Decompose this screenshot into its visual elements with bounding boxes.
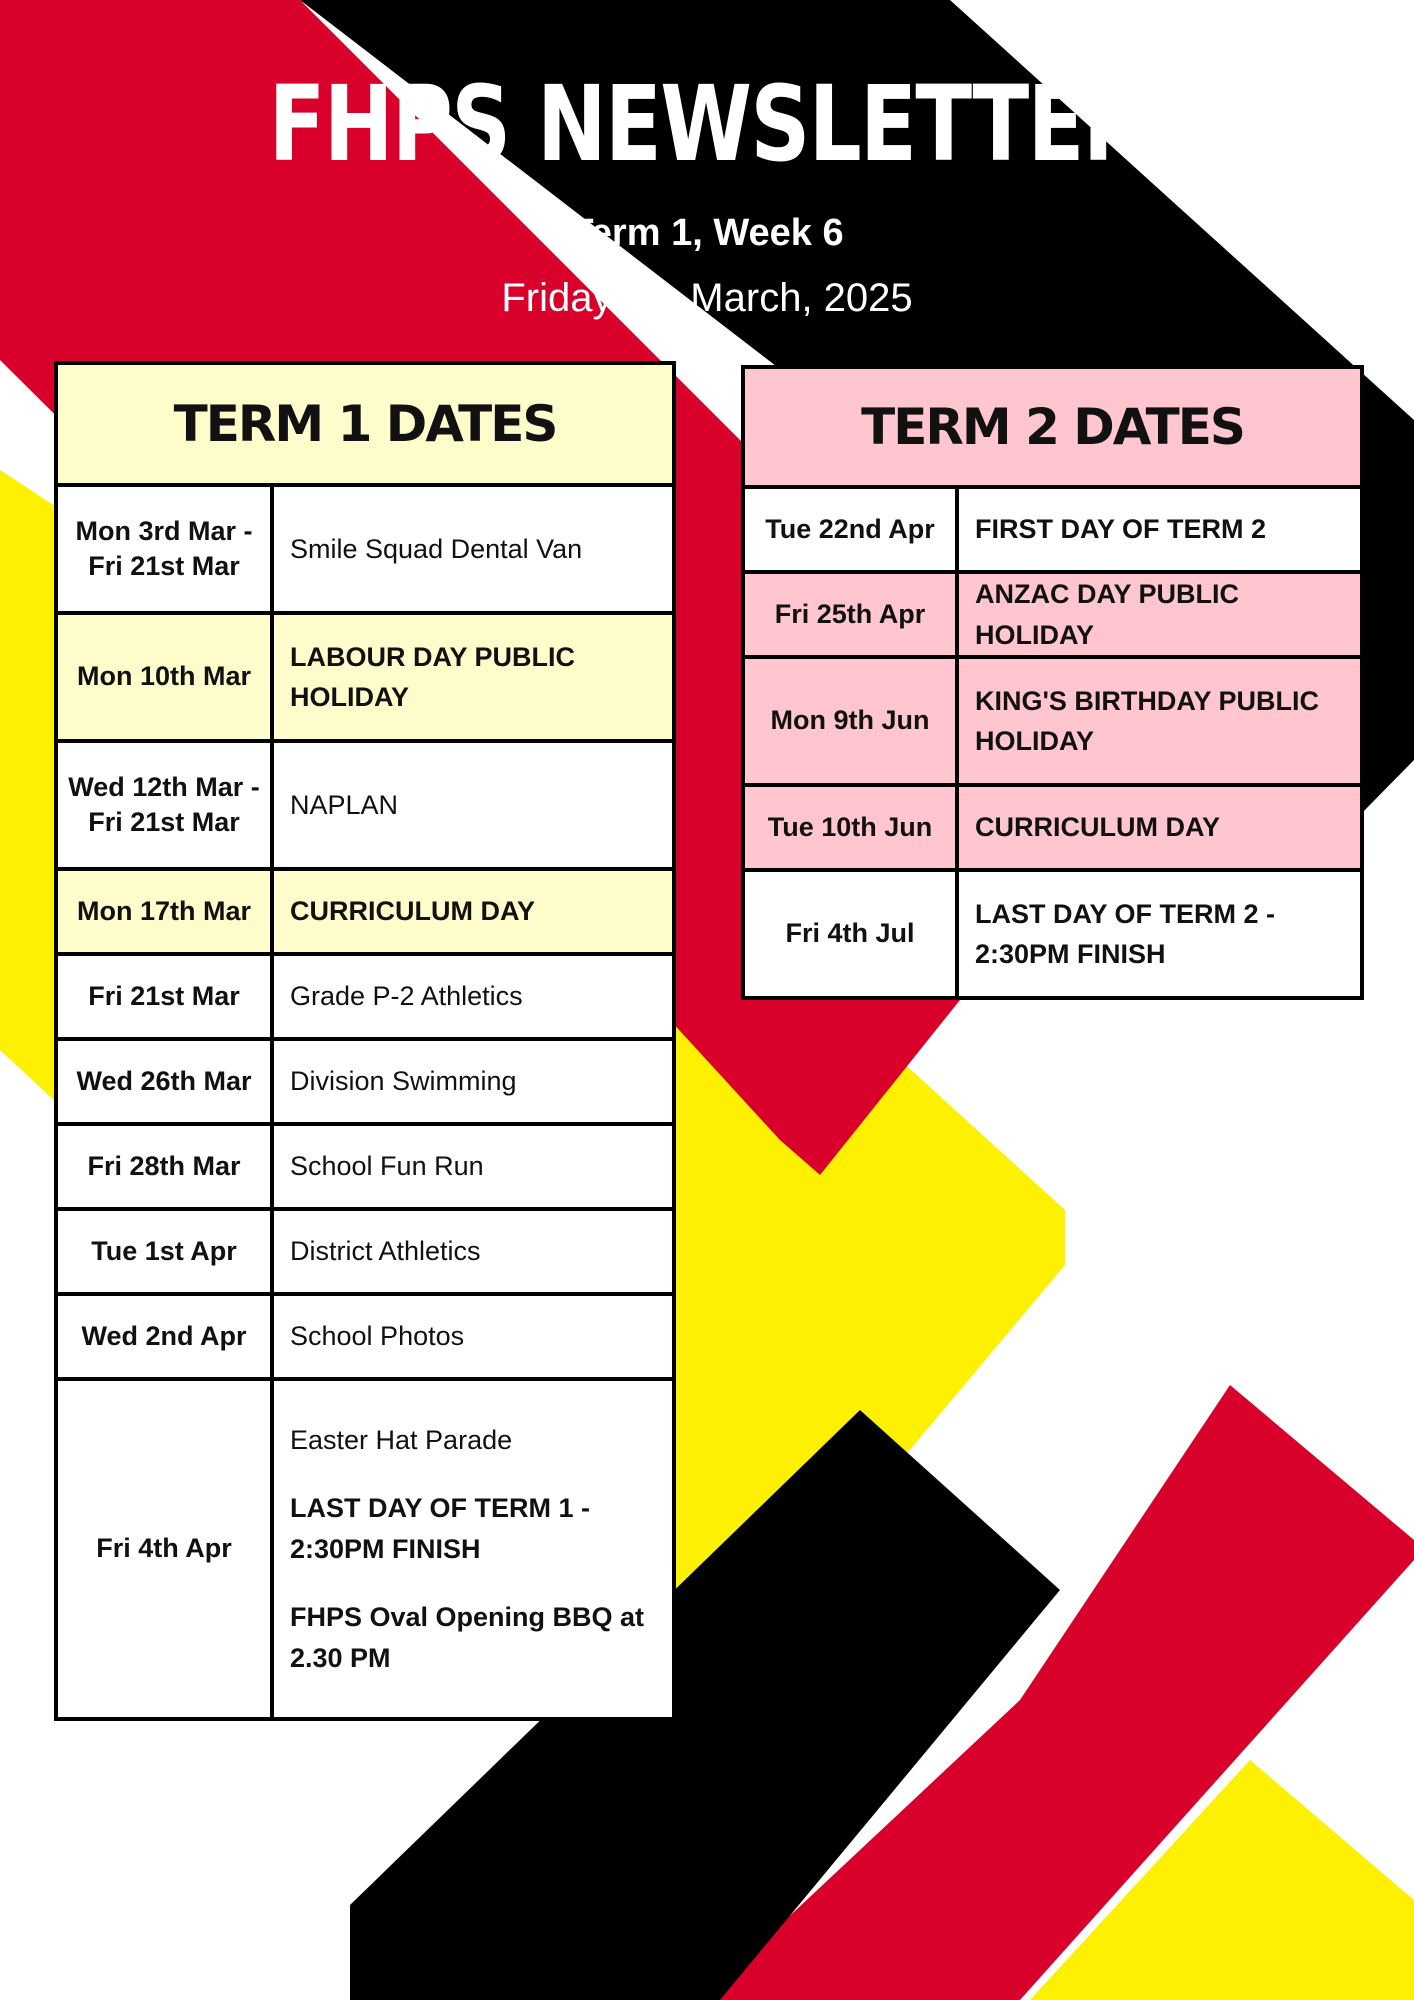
event-description: CURRICULUM DAY	[957, 785, 1362, 870]
term-week-subtitle: Term 1, Week 6	[570, 212, 844, 254]
event-description: District Athletics	[272, 1209, 674, 1294]
event-line: FHPS Oval Opening BBQ at 2.30 PM	[290, 1602, 645, 1673]
event-date: Mon 9th Jun	[743, 657, 957, 785]
term-1-heading: TERM 1 DATES	[56, 363, 674, 485]
newsletter-date: Friday 7th March, 2025	[501, 276, 913, 320]
event-date: Fri 25th Apr	[743, 572, 957, 657]
term-1-dates-table	[54, 361, 676, 1721]
table-row	[743, 487, 1362, 572]
table-row	[56, 1124, 674, 1209]
event-description: Grade P-2 Athletics	[272, 954, 674, 1039]
table-row	[56, 485, 674, 613]
event-description: Division Swimming	[272, 1039, 674, 1124]
table-row	[743, 572, 1362, 657]
table-row	[743, 657, 1362, 785]
table-row	[743, 785, 1362, 870]
event-description: CURRICULUM DAY	[272, 869, 674, 954]
event-description: LAST DAY OF TERM 2 - 2:30PM FINISH	[957, 870, 1362, 998]
event-description: KING'S BIRTHDAY PUBLIC HOLIDAY	[957, 657, 1362, 785]
event-date: Tue 1st Apr	[56, 1209, 272, 1294]
event-date: Wed 26th Mar	[56, 1039, 272, 1124]
event-date: Mon 3rd Mar - Fri 21st Mar	[56, 485, 272, 613]
table-row	[56, 869, 674, 954]
event-description: NAPLAN	[272, 741, 674, 869]
event-date: Fri 4th Jul	[743, 870, 957, 998]
table-row	[56, 1294, 674, 1379]
event-date: Mon 17th Mar	[56, 869, 272, 954]
event-description: School Fun Run	[272, 1124, 674, 1209]
event-date: Wed 12th Mar - Fri 21st Mar	[56, 741, 272, 869]
table-row	[56, 613, 674, 741]
table-row	[56, 1379, 674, 1719]
event-description-multi	[272, 1379, 674, 1719]
newsletter-title: FHPS NEWSLETTER	[268, 63, 1146, 185]
table-row	[56, 1039, 674, 1124]
event-line: LAST DAY OF TERM 1 - 2:30PM FINISH	[290, 1493, 591, 1564]
term-2-heading: TERM 2 DATES	[743, 367, 1362, 487]
event-date: Tue 22nd Apr	[743, 487, 957, 572]
event-description: School Photos	[272, 1294, 674, 1379]
event-line: Easter Hat Parade	[290, 1424, 513, 1455]
event-description: LABOUR DAY PUBLIC HOLIDAY	[272, 613, 674, 741]
event-date: Fri 21st Mar	[56, 954, 272, 1039]
table-row	[56, 954, 674, 1039]
event-description: ANZAC DAY PUBLIC HOLIDAY	[957, 572, 1362, 657]
term-2-dates-table	[741, 365, 1364, 1000]
table-row	[743, 870, 1362, 998]
event-date: Mon 10th Mar	[56, 613, 272, 741]
event-date: Tue 10th Jun	[743, 785, 957, 870]
event-description: Smile Squad Dental Van	[272, 485, 674, 613]
table-row	[56, 1209, 674, 1294]
event-description: FIRST DAY OF TERM 2	[957, 487, 1362, 572]
table-row	[56, 741, 674, 869]
event-date: Fri 4th Apr	[56, 1379, 272, 1719]
event-date: Wed 2nd Apr	[56, 1294, 272, 1379]
event-date: Fri 28th Mar	[56, 1124, 272, 1209]
